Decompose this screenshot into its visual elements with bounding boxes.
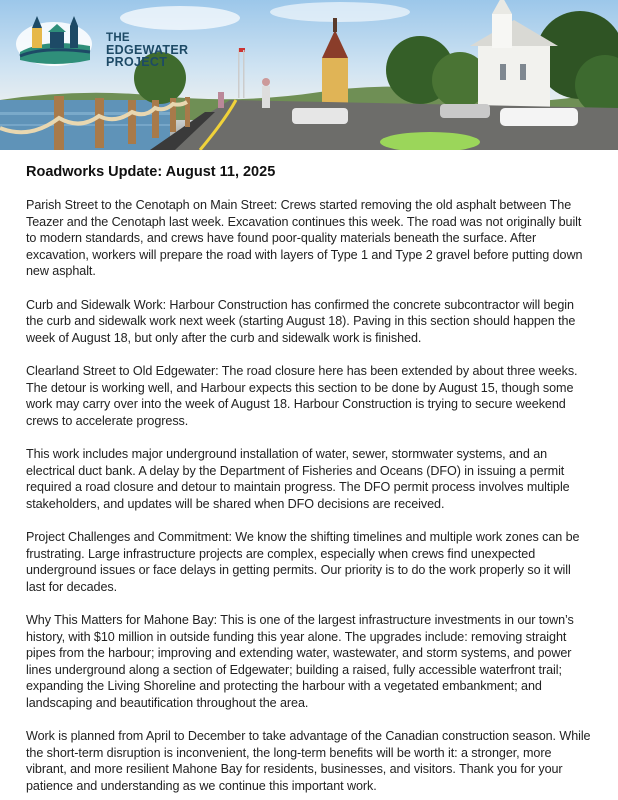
logo-line-1: THE	[106, 32, 130, 44]
paragraph-why-it-matters: Why This Matters for Mahone Bay: This is one of the largest infrastructure investments in our town’s history, with $10 million in outside funding this year alone. The upgrades include: removing straight pipes from the harbour; improving and extending water, wastewater, and storm systems, and power lines underground along a section of Edgewater; building a raised, fully accessible waterfront trail; expanding the Living Shoreline and protecting the harbour with a vegetated embankment; and landscaping and beautification throughout the area.	[26, 613, 574, 710]
paragraph-curb-sidewalk: Curb and Sidewalk Work: Harbour Construction has confirmed the concrete subcontractor will begin the curb and sidewalk work next week (starting August 18). Paving in this section should happen the week of August 18, but only after the curb and sidewalk work is finished.	[26, 297, 576, 345]
paragraph-underground-work: This work includes major underground installation of water, sewer, stormwater systems, and an electrical duct bank. A delay by the Department of Fisheries and Oceans (DFO) in issuing a permit required a road closure and detour to maintain progress. The DFO permit process involves multiple stakeholders, and updates will be shared when DFO decisions are received.	[26, 447, 570, 511]
paragraph-challenges: Project Challenges and Commitment: We know the shifting timelines and multiple work zones can be frustrating. Large infrastructure projects are complex, especially when crews find unexpected underground issues or face delays in getting permits. Our priority is to do the work properly so it will last for decades.	[26, 530, 580, 594]
logo-line-3: PROJECT	[106, 55, 168, 69]
page-title: Roadworks Update: August 11, 2025	[26, 164, 276, 180]
paragraph-schedule: Work is planned from April to December to take advantage of the Canadian construction season. While the short-term disruption is inconvenient, the long-term benefits will be worth it: a stronger, more vibrant, and more resilient Mahone Bay for residents, businesses, and visitors. Thank you for your patience and understanding as we continue this important work.	[26, 729, 591, 793]
paragraph-clearland-street: Clearland Street to Old Edgewater: The road closure here has been extended by about three weeks. The detour is working well, and Harbour expects this section to be done by August 15, though some work may carry over into the week of August 18. Harbour Construction is trying to secure weekend crews to accelerate progress.	[26, 364, 578, 428]
logo-icon	[14, 12, 98, 68]
header-banner	[0, 0, 618, 150]
logo-wordmark	[106, 32, 188, 68]
paragraph-parish-street: Parish Street to the Cenotaph on Main Street: Crews started removing the old asphalt between The Teazer and the Cenotaph last week. Excavation continues this week. The road was not originally built to modern standards, and crews have found poor-quality materials beneath the surface. After excavation, workers will prepare the road with layers of Type 1 and Type 2 gravel before putting down new asphalt.	[26, 198, 583, 278]
edgewater-project-logo	[14, 12, 189, 72]
logo-line-2: EDGEWATER	[106, 43, 189, 57]
article-body	[0, 164, 618, 794]
